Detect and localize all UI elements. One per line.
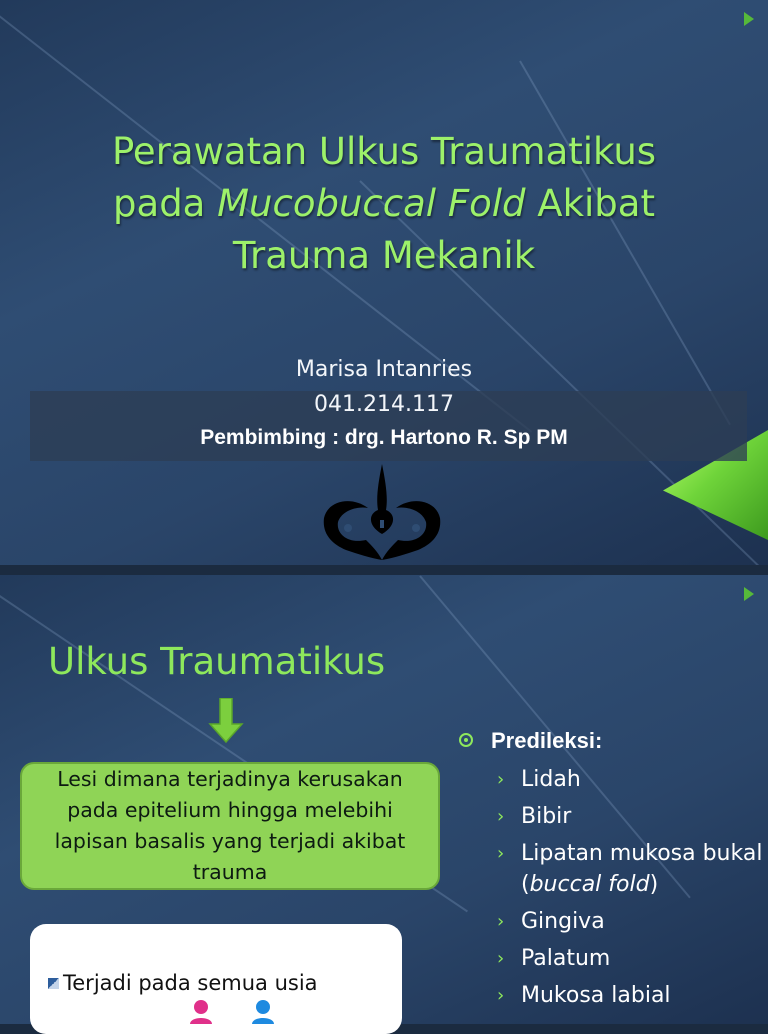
list-item: › Lipatan mukosa bukal (buccal fold)	[497, 838, 765, 900]
female-person-icon	[186, 1000, 216, 1024]
advisor-line: Pembimbing : drg. Hartono R. Sp PM	[200, 426, 568, 449]
predilection-list	[497, 764, 765, 1017]
chevron-right-icon: ›	[497, 806, 505, 827]
slide-marker-icon	[744, 587, 754, 601]
author-name: Marisa Intanries	[295, 357, 473, 382]
list-item: › Bibir	[497, 801, 765, 832]
slide-marker-icon	[744, 12, 754, 26]
student-id: 041.214.117	[314, 392, 454, 417]
section-title: Ulkus Traumatikus	[48, 640, 386, 683]
definition-box	[20, 762, 440, 890]
slide-title: Perawatan Ulkus Traumatikus pada Mucobuccal Fold Akibat Trauma Mekanik	[111, 130, 657, 277]
chevron-right-icon: ›	[497, 948, 505, 969]
age-note: Terjadi pada semua usia	[48, 971, 318, 995]
chevron-right-icon: ›	[497, 911, 505, 932]
list-item: › Mukosa labial	[497, 980, 765, 1011]
square-bullet-icon	[48, 978, 59, 989]
circle-bullet-icon	[459, 733, 473, 747]
male-person-icon	[248, 1000, 278, 1024]
predilection-heading: Predileksi:	[491, 728, 603, 753]
list-item: › Lidah	[497, 764, 765, 795]
down-arrow-icon	[208, 698, 244, 744]
list-item: › Gingiva	[497, 906, 765, 937]
chevron-right-icon: ›	[497, 985, 505, 1006]
chevron-right-icon: ›	[497, 769, 505, 790]
chevron-right-icon: ›	[497, 843, 505, 864]
list-item: › Palatum	[497, 943, 765, 974]
definition-text: Lesi dimana terjadinya kerusakan pada epitelium hingga melebihi lapisan basalis yang terjadi akibat trauma	[54, 767, 406, 884]
university-emblem-icon	[318, 462, 446, 562]
